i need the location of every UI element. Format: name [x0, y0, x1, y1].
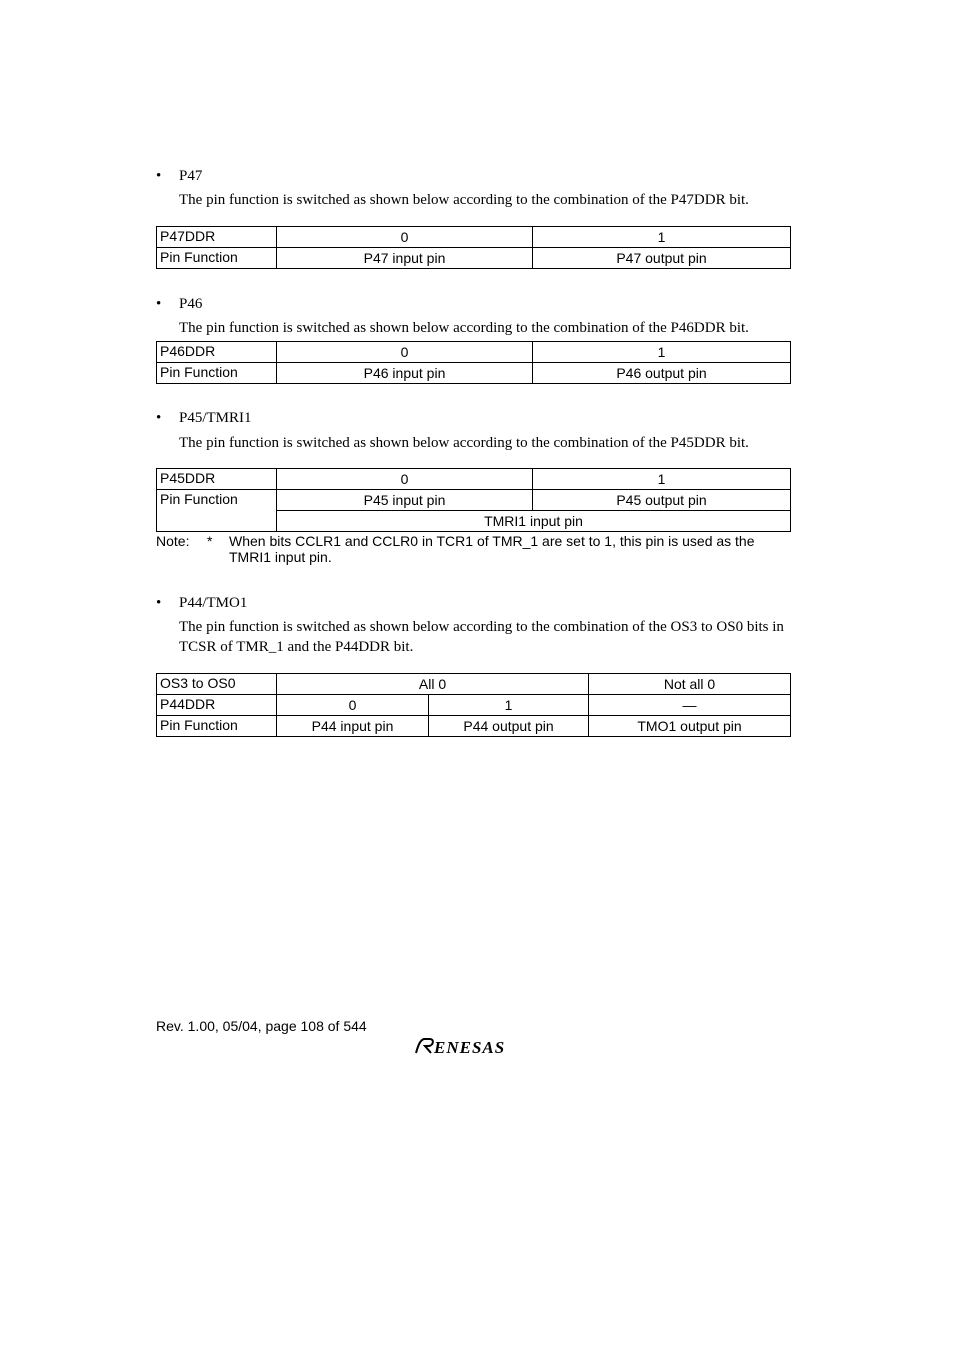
section-heading-p47: • P47	[156, 168, 203, 184]
table-cell: P44 output pin	[429, 716, 589, 737]
page-footer-ref: Rev. 1.00, 05/04, page 108 of 544	[156, 1018, 367, 1034]
section-heading-p45: • P45/TMRI1	[156, 410, 252, 426]
table-row	[157, 695, 791, 716]
table-cell: 1	[429, 695, 589, 716]
pin-function-table-p44	[156, 673, 791, 737]
pin-function-table-p47	[156, 226, 791, 269]
bullet-icon: •	[156, 168, 162, 184]
table-note	[156, 533, 790, 567]
renesas-logo-mark	[414, 1036, 534, 1056]
table-row	[157, 469, 791, 490]
table-cell: 1	[533, 227, 791, 248]
table-cell: 0	[277, 227, 533, 248]
bullet-icon: •	[156, 296, 162, 312]
table-cell: Pin Function	[157, 716, 277, 737]
table-row	[157, 227, 791, 248]
table-cell: Pin Function	[157, 490, 277, 532]
table-cell: All 0	[277, 674, 589, 695]
table-row	[157, 363, 791, 384]
pin-function-table-p46	[156, 341, 791, 384]
section-text-p45: The pin function is switched as shown below according to the combination of the P45DDR bit.	[179, 435, 749, 451]
table-cell: P44 input pin	[277, 716, 429, 737]
section-heading-p46: • P46	[156, 296, 203, 312]
pin-function-table-p45	[156, 468, 791, 532]
table-cell: 1	[533, 342, 791, 363]
table-row	[157, 490, 791, 511]
table-cell: P45 input pin	[277, 490, 533, 511]
table-cell: P47 output pin	[533, 248, 791, 269]
section-text-p47: The pin function is switched as shown below according to the combination of the P47DDR bit.	[179, 192, 749, 208]
table-cell: P45 output pin	[533, 490, 791, 511]
section-text-p46: The pin function is switched as shown below according to the combination of the P46DDR bit.	[179, 320, 749, 336]
note-label: Note:	[156, 533, 190, 549]
table-cell: P45DDR	[157, 469, 277, 490]
section-text-p44: The pin function is switched as shown below according to the combination of the OS3 to OS0 bits in TCSR of TMR_1 and the P44DDR bit.	[179, 619, 784, 655]
bullet-icon: •	[156, 595, 162, 611]
table-cell: OS3 to OS0	[157, 674, 277, 695]
bullet-icon: •	[156, 410, 162, 426]
table-row	[157, 674, 791, 695]
table-cell: Not all 0	[589, 674, 791, 695]
table-cell: Pin Function	[157, 363, 277, 384]
table-cell: TMRI1 input pin	[277, 511, 791, 532]
table-row	[157, 248, 791, 269]
table-cell: P46 output pin	[533, 363, 791, 384]
section-heading-p44: • P44/TMO1	[156, 595, 248, 611]
table-row	[157, 716, 791, 737]
table-cell: 0	[277, 342, 533, 363]
table-cell: P47DDR	[157, 227, 277, 248]
table-cell: P46DDR	[157, 342, 277, 363]
renesas-logo	[414, 1036, 534, 1061]
table-cell: 0	[277, 469, 533, 490]
table-cell: TMO1 output pin	[589, 716, 791, 737]
logo-text: ENESAS	[434, 1038, 506, 1056]
table-cell: P46 input pin	[277, 363, 533, 384]
table-row	[157, 342, 791, 363]
table-cell: —	[589, 695, 791, 716]
table-cell: P44DDR	[157, 695, 277, 716]
note-text: When bits CCLR1 and CCLR0 in TCR1 of TMR_1 are set to 1, this pin is used as the TMRI1 input pin.	[229, 533, 755, 565]
table-cell: 0	[277, 695, 429, 716]
table-cell: 1	[533, 469, 791, 490]
table-cell: Pin Function	[157, 248, 277, 269]
table-cell: P47 input pin	[277, 248, 533, 269]
note-mark: *	[207, 533, 213, 549]
